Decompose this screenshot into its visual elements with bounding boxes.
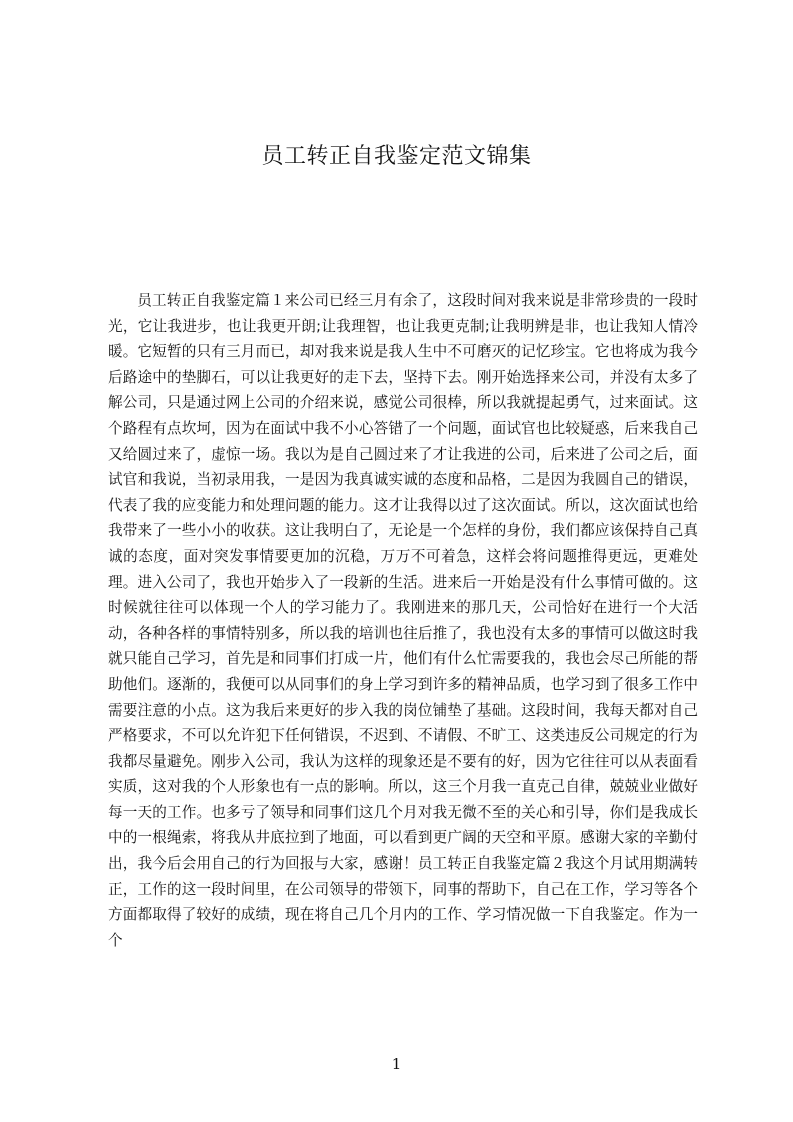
page-number: 1	[391, 1055, 402, 1073]
document-title: 员工转正自我鉴定范文锦集	[261, 144, 532, 169]
document-body-paragraph: 员工转正自我鉴定篇１来公司已经三月有余了，这段时间对我来说是非常珍贵的一段时光，它让我进步，也让我更开朗;让我理智，也让我更克制;让我明辨是非，也让我知人情冷暖。它短暂的只有三月而已，却对我来说是我人生中不可磨灭的记忆珍宝。它也将成为我今后路途中的垫脚石，可以让我更好的走下去，坚持下去。刚开始选择来公司，并没有太多了解公司，只是通过网上公司的介绍来说，感觉公司很棒，所以我就提起勇气，过来面试。这个路程有点坎坷，因为在面试中我不小心答错了一个问题，面试官也比较疑惑，后来我自己又给圆过来了，虚惊一场。我以为是自己圆过来了才让我进的公司，后来进了公司之后，面试官和我说，当初录用我，一是因为我真诚实诚的态度和品格，二是因为我圆自己的错误，代表了我的应变能力和处理问题的能力。这才让我得以过了这次面试。所以，这次面试也给我带来了一些小小的收获。这让我明白了，无论是一个怎样的身份，我们都应该保持自己真诚的态度，面对突发事情要更加的沉稳，万万不可着急，这样会将问题推得更远，更难处理。进入公司了，我也开始步入了一段新的生活。进来后一开始是没有什么事情可做的。这时候就往往可以体现一个人的学习能力了。我刚进来的那几天，公司恰好在进行一个大活动，各种各样的事情特别多，所以我的培训也往后推了，我也没有太多的事情可以做这时我就只能自己学习，首先是和同事们打成一片，他们有什么忙需要我的，我也会尽己所能的帮助他们。逐渐的，我便可以从同事们的身上学习到许多的精神品质，也学习到了很多工作中需要注意的小点。这为我后来更好的步入我的岗位铺垫了基础。这段时间，我每天都对自己严格要求，不可以允许犯下任何错误，不迟到、不请假、不旷工、这类违反公司规定的行为我都尽量避免。刚步入公司，我认为这样的现象还是不要有的好，因为它往往可以从表面看实质，这对我的个人形象也有一点的影响。所以，这三个月我一直克己自律，兢兢业业做好每一天的工作。也多亏了领导和同事们这几个月对我无微不至的关心和引导，你们是我成长中的一根绳索，将我从井底拉到了地面，可以看到更广阔的天空和平原。感谢大家的辛勤付出，我今后会用自己的行为回报与大家，感谢！员工转正自我鉴定篇２我这个月试用期满转正，工作的这一段时间里，在公司领导的带领下，同事的帮助下，自己在工作，学习等各个方面都取得了较好的成绩，现在将自己几个月内的工作、学习情况做一下自我鉴定。作为一个	[108, 292, 698, 949]
